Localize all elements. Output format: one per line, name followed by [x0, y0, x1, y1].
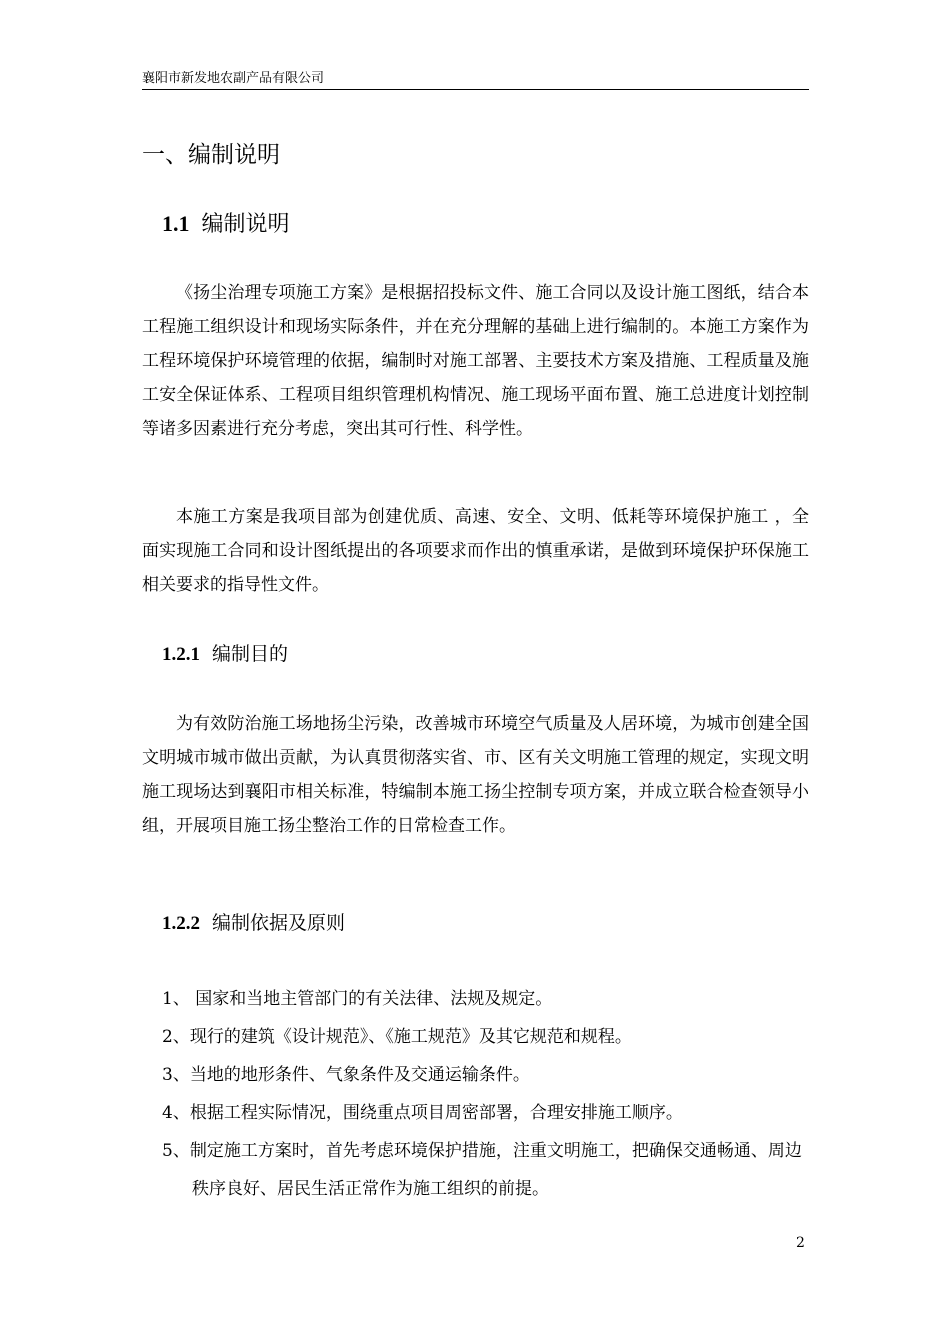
section-1-2-1-number: 1.2.1 [162, 644, 200, 665]
section-1-2-2-heading [162, 910, 345, 937]
section-1-1-heading [162, 209, 290, 240]
header-divider [142, 89, 809, 90]
section-1-1-title: 编制说明 [201, 212, 290, 237]
section-1-2-1-title: 编制目的 [212, 643, 289, 665]
section-1-1-paragraph-1: 《扬尘治理专项施工方案》是根据招投标文件、施工合同以及设计施工图纸，结合本工程施工组织设计和现场实际条件，并在充分理解的基础上进行编制的。本施工方案作为工程环境保护环境管理的依据，编制时对施工部署、主要技术方案及措施、工程质量及施工安全保证体系、工程项目组织管理机构情况、施工现场平面布置、施工总进度计划控制等诸多因素进行充分考虑，突出其可行性、科学性。 [142, 283, 809, 439]
list-item: 4、根据工程实际情况，围绕重点项目周密部署，合理安排施工顺序。 [162, 1103, 683, 1123]
section-1-1-number: 1.1 [162, 211, 190, 236]
section-1-2-2-title: 编制依据及原则 [212, 912, 346, 934]
list-item: 1、 国家和当地主管部门的有关法律、法规及规定。 [162, 989, 553, 1009]
page-number: 2 [796, 1235, 805, 1251]
list-item: 5、制定施工方案时，首先考虑环境保护措施，注重文明施工，把确保交通畅通、周边秩序良好、居民生活正常作为施工组织的前提。 [162, 1141, 802, 1199]
section-1-2-1-heading [162, 641, 288, 668]
section-1-1-paragraph-2: 本施工方案是我项目部为创建优质、高速、安全、文明、低耗等环境保护施工 ，全面实现施工合同和设计图纸提出的各项要求而作出的慎重承诺，是做到环境保护环保施工相关要求的指导性文件。 [142, 507, 809, 595]
section-1-title: 一、编制说明 [142, 142, 280, 168]
list-item: 3、当地的地形条件、气象条件及交通运输条件。 [162, 1065, 530, 1085]
principles-list [162, 980, 809, 1208]
section-1-2-1-paragraph: 为有效防治施工场地扬尘污染，改善城市环境空气质量及人居环境，为城市创建全国文明城市城市做出贡献，为认真贯彻落实省、市、区有关文明施工管理的规定，实现文明施工现场达到襄阳市相关标准，特编制本施工扬尘控制专项方案，并成立联合检查领导小组，开展项目施工扬尘整治工作的日常检查工作。 [142, 714, 809, 836]
section-1-2-2-number: 1.2.2 [162, 913, 200, 934]
list-item: 2、现行的建筑《设计规范》、《施工规范》及其它规范和规程。 [162, 1027, 632, 1047]
page-header-company: 襄阳市新发地农副产品有限公司 [142, 71, 325, 86]
